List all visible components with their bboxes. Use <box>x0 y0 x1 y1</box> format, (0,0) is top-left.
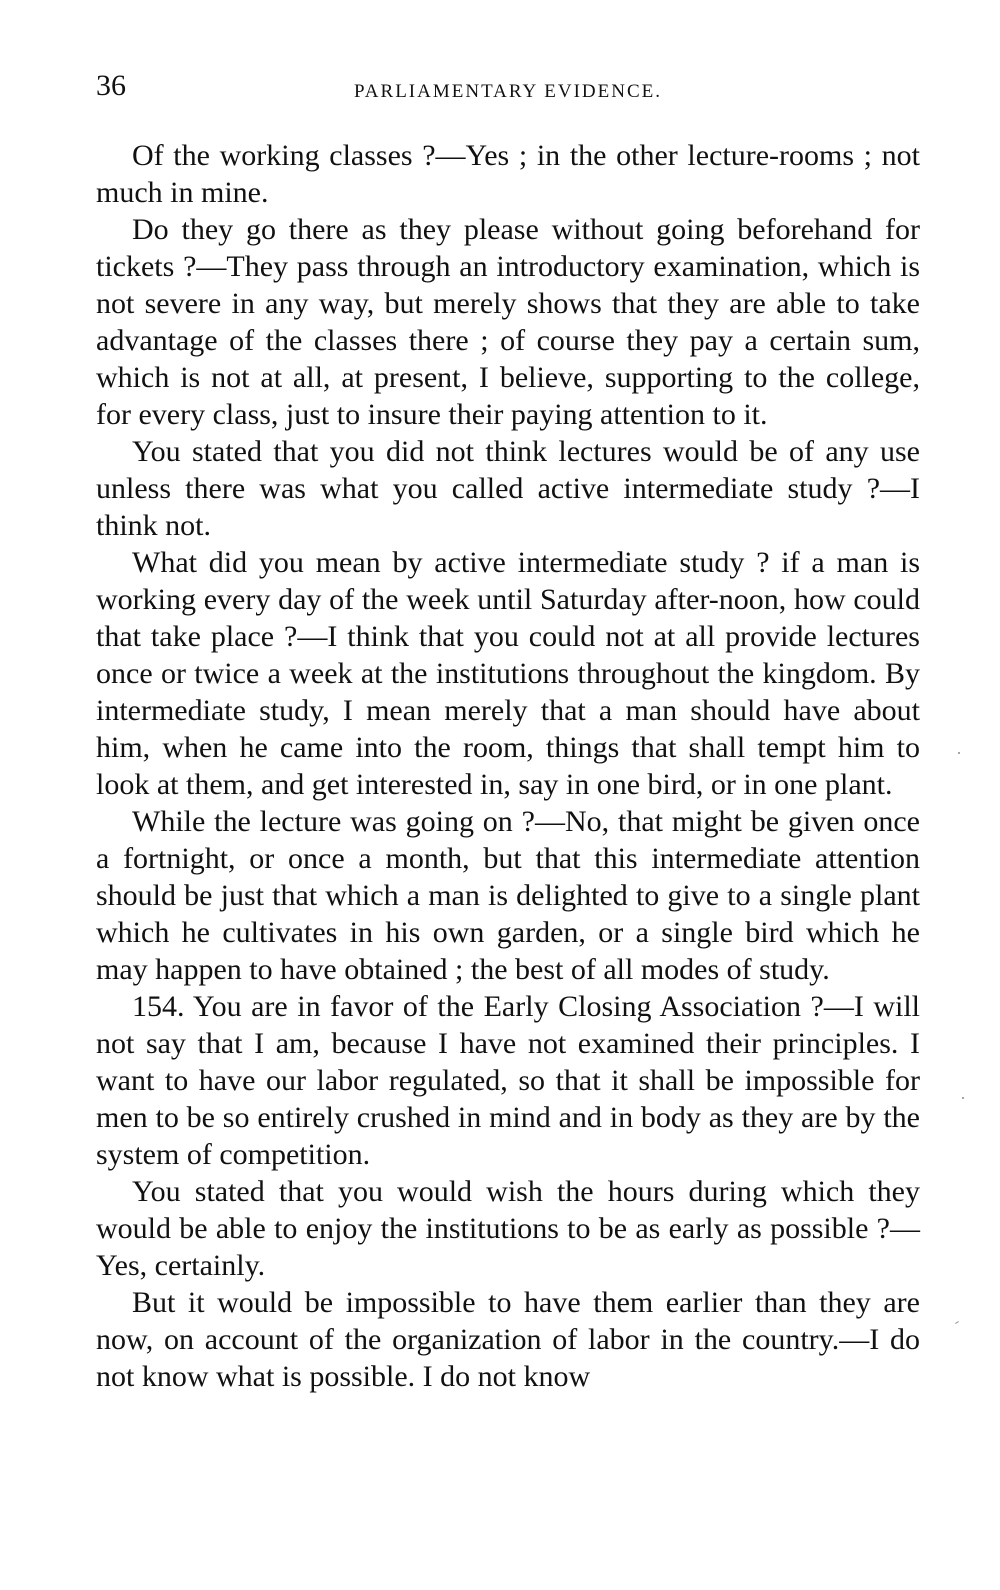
running-head: PARLIAMENTARY EVIDENCE. <box>353 81 663 102</box>
body-text <box>96 137 920 1395</box>
paragraph: You stated that you did not think lectures would be of any use unless there was what you called active intermediate study ?—I think not. <box>96 435 920 542</box>
paragraph: Of the working classes ?—Yes ; in the other lecture-rooms ; not much in mine. <box>96 139 920 209</box>
paragraph: What did you mean by active intermediate study ? if a man is working every day of the week until Saturday after-noon, how could that take place ?—I think that you could not at all provide lectures once or twice a week at the institutions throughout the kingdom. By intermediate study, I mean merely that a man should have about him, when he came into the room, things that shall tempt him to look at them, and get interested in, say in one bird, or in one plant. <box>96 546 920 801</box>
paragraph: You stated that you would wish the hours during which they would be able to enjoy the institutions to be as early as possible ?—Yes, certainly. <box>96 1175 920 1282</box>
page-header <box>96 66 920 106</box>
paper-speck <box>962 1097 964 1099</box>
paper-speck <box>955 1321 959 1324</box>
page-number: 36 <box>96 69 126 102</box>
paragraph: While the lecture was going on ?—No, that might be given once a fortnight, or once a month, but that this intermediate attention should be just that which a man is delighted to give to a single plant which he cultivates in his own garden, or a single bird which he may happen to have obtained ; the best of all modes of study. <box>96 805 920 986</box>
paragraph: Do they go there as they please without going beforehand for tickets ?—They pass through an introductory examination, which is not severe in any way, but merely shows that they are able to take advantage of the classes there ; of course they pay a certain sum, which is not at all, at present, I believe, supporting to the college, for every class, just to insure their paying attention to it. <box>96 213 920 431</box>
paragraph: But it would be impossible to have them earlier than they are now, on account of the organization of labor in the country.—I do not know what is possible. I do not know <box>96 1286 920 1393</box>
paragraph: 154. You are in favor of the Early Closing Association ?—I will not say that I am, because I have not examined their principles. I want to have our labor regulated, so that it shall be impossible for men to be so entirely crushed in mind and in body as they are by the system of competition. <box>96 990 920 1171</box>
paper-speck <box>958 752 960 754</box>
